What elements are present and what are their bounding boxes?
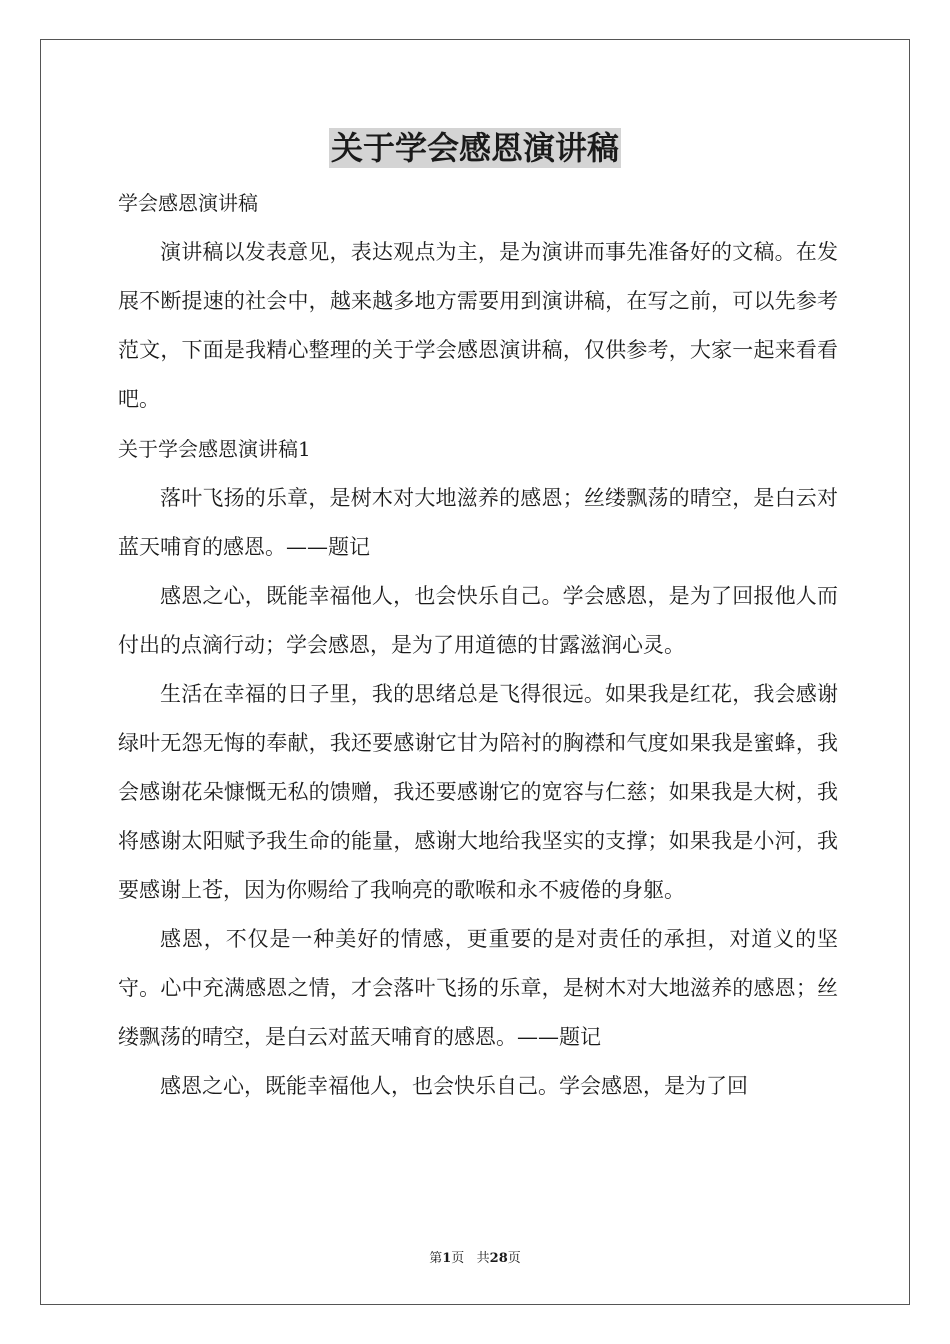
document-body <box>118 178 838 1111</box>
footer-total-pages: 28 <box>489 1251 508 1266</box>
document-subtitle: 学会感恩演讲稿 <box>118 191 258 215</box>
footer-suffix: 页 <box>507 1251 521 1266</box>
body-paragraph: 感恩，不仅是一种美好的情感，更重要的是对责任的承担，对道义的坚守。心中充满感恩之情，才会落叶飞扬的乐章，是树木对大地滋养的感恩；丝缕飘荡的晴空，是白云对蓝天哺育的感恩。——题记 <box>118 927 838 1049</box>
title-container <box>0 128 950 168</box>
page-footer <box>0 1247 950 1266</box>
footer-mid: 页 共 <box>451 1251 490 1266</box>
body-paragraph: 生活在幸福的日子里，我的思绪总是飞得很远。如果我是红花，我会感谢绿叶无怨无悔的奉献，我还要感谢它甘为陪衬的胸襟和气度如果我是蜜蜂，我会感谢花朵慷慨无私的馈赠，我还要感谢它的宽容与仁慈；如果我是大树，我将感谢太阳赋予我生命的能量，感谢大地给我坚实的支撑；如果我是小河，我要感谢上苍，因为你赐给了我响亮的歌喉和永不疲倦的身躯。 <box>118 682 838 902</box>
body-paragraph: 感恩之心，既能幸福他人，也会快乐自己。学会感恩，是为了回 <box>160 1074 748 1098</box>
footer-page-number: 1 <box>442 1251 452 1266</box>
document-title: 关于学会感恩演讲稿 <box>330 129 619 167</box>
body-paragraph: 感恩之心，既能幸福他人，也会快乐自己。学会感恩，是为了回报他人而付出的点滴行动；学会感恩，是为了用道德的甘露滋润心灵。 <box>118 584 838 657</box>
section-heading: 关于学会感恩演讲稿1 <box>118 437 311 461</box>
intro-paragraph: 演讲稿以发表意见，表达观点为主，是为演讲而事先准备好的文稿。在发展不断提速的社会中，越来越多地方需要用到演讲稿，在写之前，可以先参考范文，下面是我精心整理的关于学会感恩演讲稿，仅供参考，大家一起来看看吧。 <box>118 240 838 411</box>
footer-prefix: 第 <box>429 1251 443 1266</box>
body-paragraph: 落叶飞扬的乐章，是树木对大地滋养的感恩；丝缕飘荡的晴空，是白云对蓝天哺育的感恩。——题记 <box>118 486 838 559</box>
